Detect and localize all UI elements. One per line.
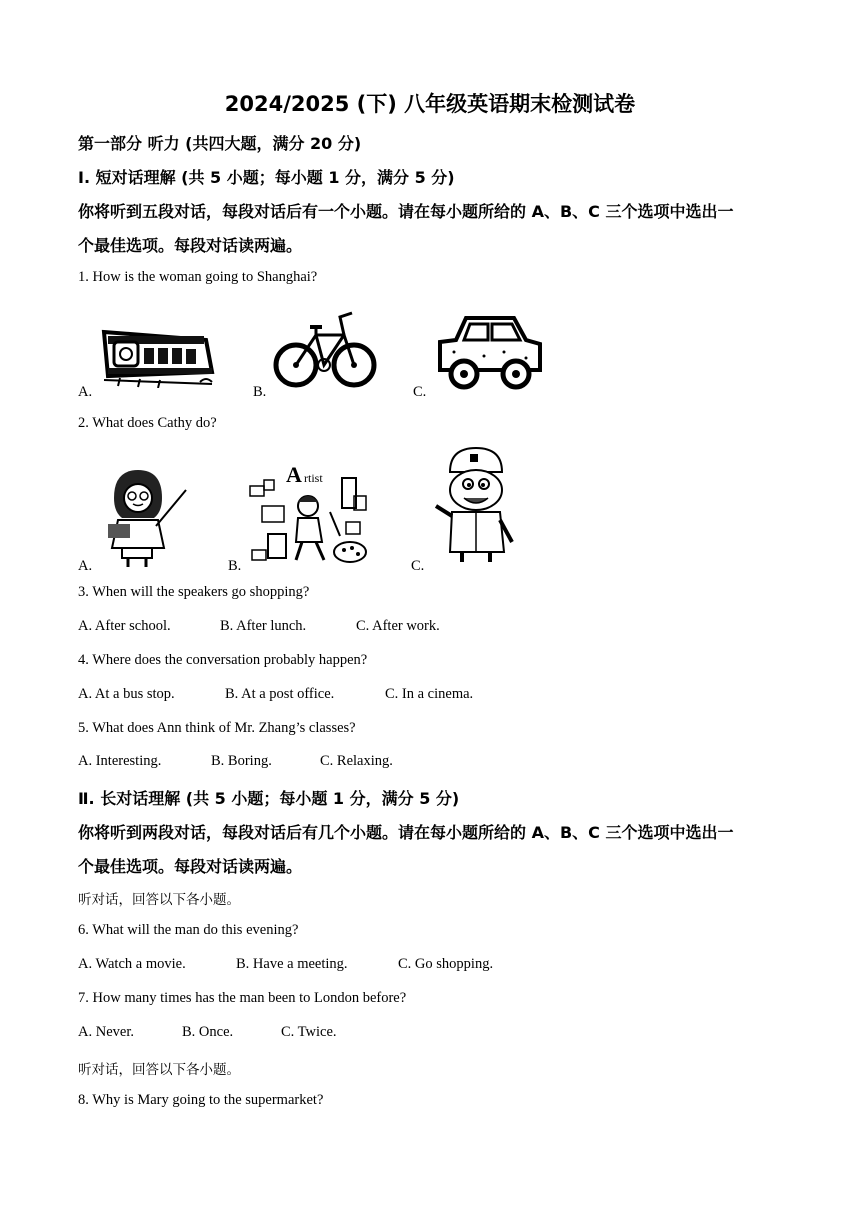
q4-option-b: B. At a post office. <box>225 686 335 702</box>
q7-option-a: A. Never. <box>78 1024 134 1040</box>
question-8: 8. Why is Mary going to the supermarket? <box>78 1092 324 1108</box>
q2-option-a-label: A. <box>78 558 93 574</box>
q1-option-c-label: C. <box>413 384 427 400</box>
q4-option-a: A. At a bus stop. <box>78 686 175 702</box>
section1-instruction-line1: 你将听到五段对话，每段对话后有一个小题。请在每小题所给的 A、B、C 三个选项中选出一 <box>78 202 734 221</box>
artist-image <box>246 456 374 568</box>
q7-option-c: C. Twice. <box>281 1024 337 1040</box>
section2-heading: Ⅱ. 长对话理解 (共 5 小题；每小题 1 分，满分 5 分) <box>78 789 460 808</box>
q6-option-b: B. Have a meeting. <box>236 956 348 972</box>
q3-option-b: B. After lunch. <box>220 618 307 634</box>
artist-sign-rest: rtist <box>304 471 323 485</box>
page-title: 2024/2025 (下) 八年级英语期末检测试卷 <box>224 92 636 116</box>
question-7: 7. How many times has the man been to London before? <box>78 990 407 1006</box>
car-image <box>434 312 546 392</box>
q6-option-a: A. Watch a movie. <box>78 956 186 972</box>
q2-option-c-label: C. <box>411 558 425 574</box>
artist-sign: A <box>286 462 302 487</box>
q2-option-b-label: B. <box>228 558 242 574</box>
part1-heading: 第一部分 听力 (共四大题，满分 20 分) <box>78 134 362 153</box>
question-3: 3. When will the speakers go shopping? <box>78 584 310 600</box>
q1-option-a-label: A. <box>78 384 93 400</box>
q5-option-a: A. Interesting. <box>78 753 162 769</box>
question-1: 1. How is the woman going to Shanghai? <box>78 269 318 285</box>
doctor-image <box>432 446 516 564</box>
question-6: 6. What will the man do this evening? <box>78 922 299 938</box>
q4-option-c: C. In a cinema. <box>385 686 474 702</box>
section1-instruction-line2: 个最佳选项。每段对话读两遍。 <box>78 236 303 255</box>
listen-instruction-1: 听对话，回答以下各小题。 <box>78 892 240 908</box>
bicycle-image <box>272 305 378 391</box>
q6-option-c: C. Go shopping. <box>398 956 494 972</box>
section2-instruction-line2: 个最佳选项。每段对话读两遍。 <box>78 857 303 876</box>
q3-option-a: A. After school. <box>78 618 171 634</box>
train-image <box>100 322 215 388</box>
section2-instruction-line1: 你将听到两段对话，每段对话后有几个小题。请在每小题所给的 A、B、C 三个选项中选出一 <box>78 823 734 842</box>
q7-option-b: B. Once. <box>182 1024 234 1040</box>
section1-heading: Ⅰ. 短对话理解 (共 5 小题；每小题 1 分，满分 5 分) <box>78 168 455 187</box>
question-4: 4. Where does the conversation probably happen? <box>78 652 368 668</box>
question-2: 2. What does Cathy do? <box>78 415 217 431</box>
q3-option-c: C. After work. <box>356 618 440 634</box>
listen-instruction-2: 听对话，回答以下各小题。 <box>78 1062 240 1078</box>
teacher-image <box>100 468 192 568</box>
q5-option-c: C. Relaxing. <box>320 753 393 769</box>
q1-option-b-label: B. <box>253 384 267 400</box>
q5-option-b: B. Boring. <box>211 753 272 769</box>
question-5: 5. What does Ann think of Mr. Zhang’s classes? <box>78 720 356 736</box>
